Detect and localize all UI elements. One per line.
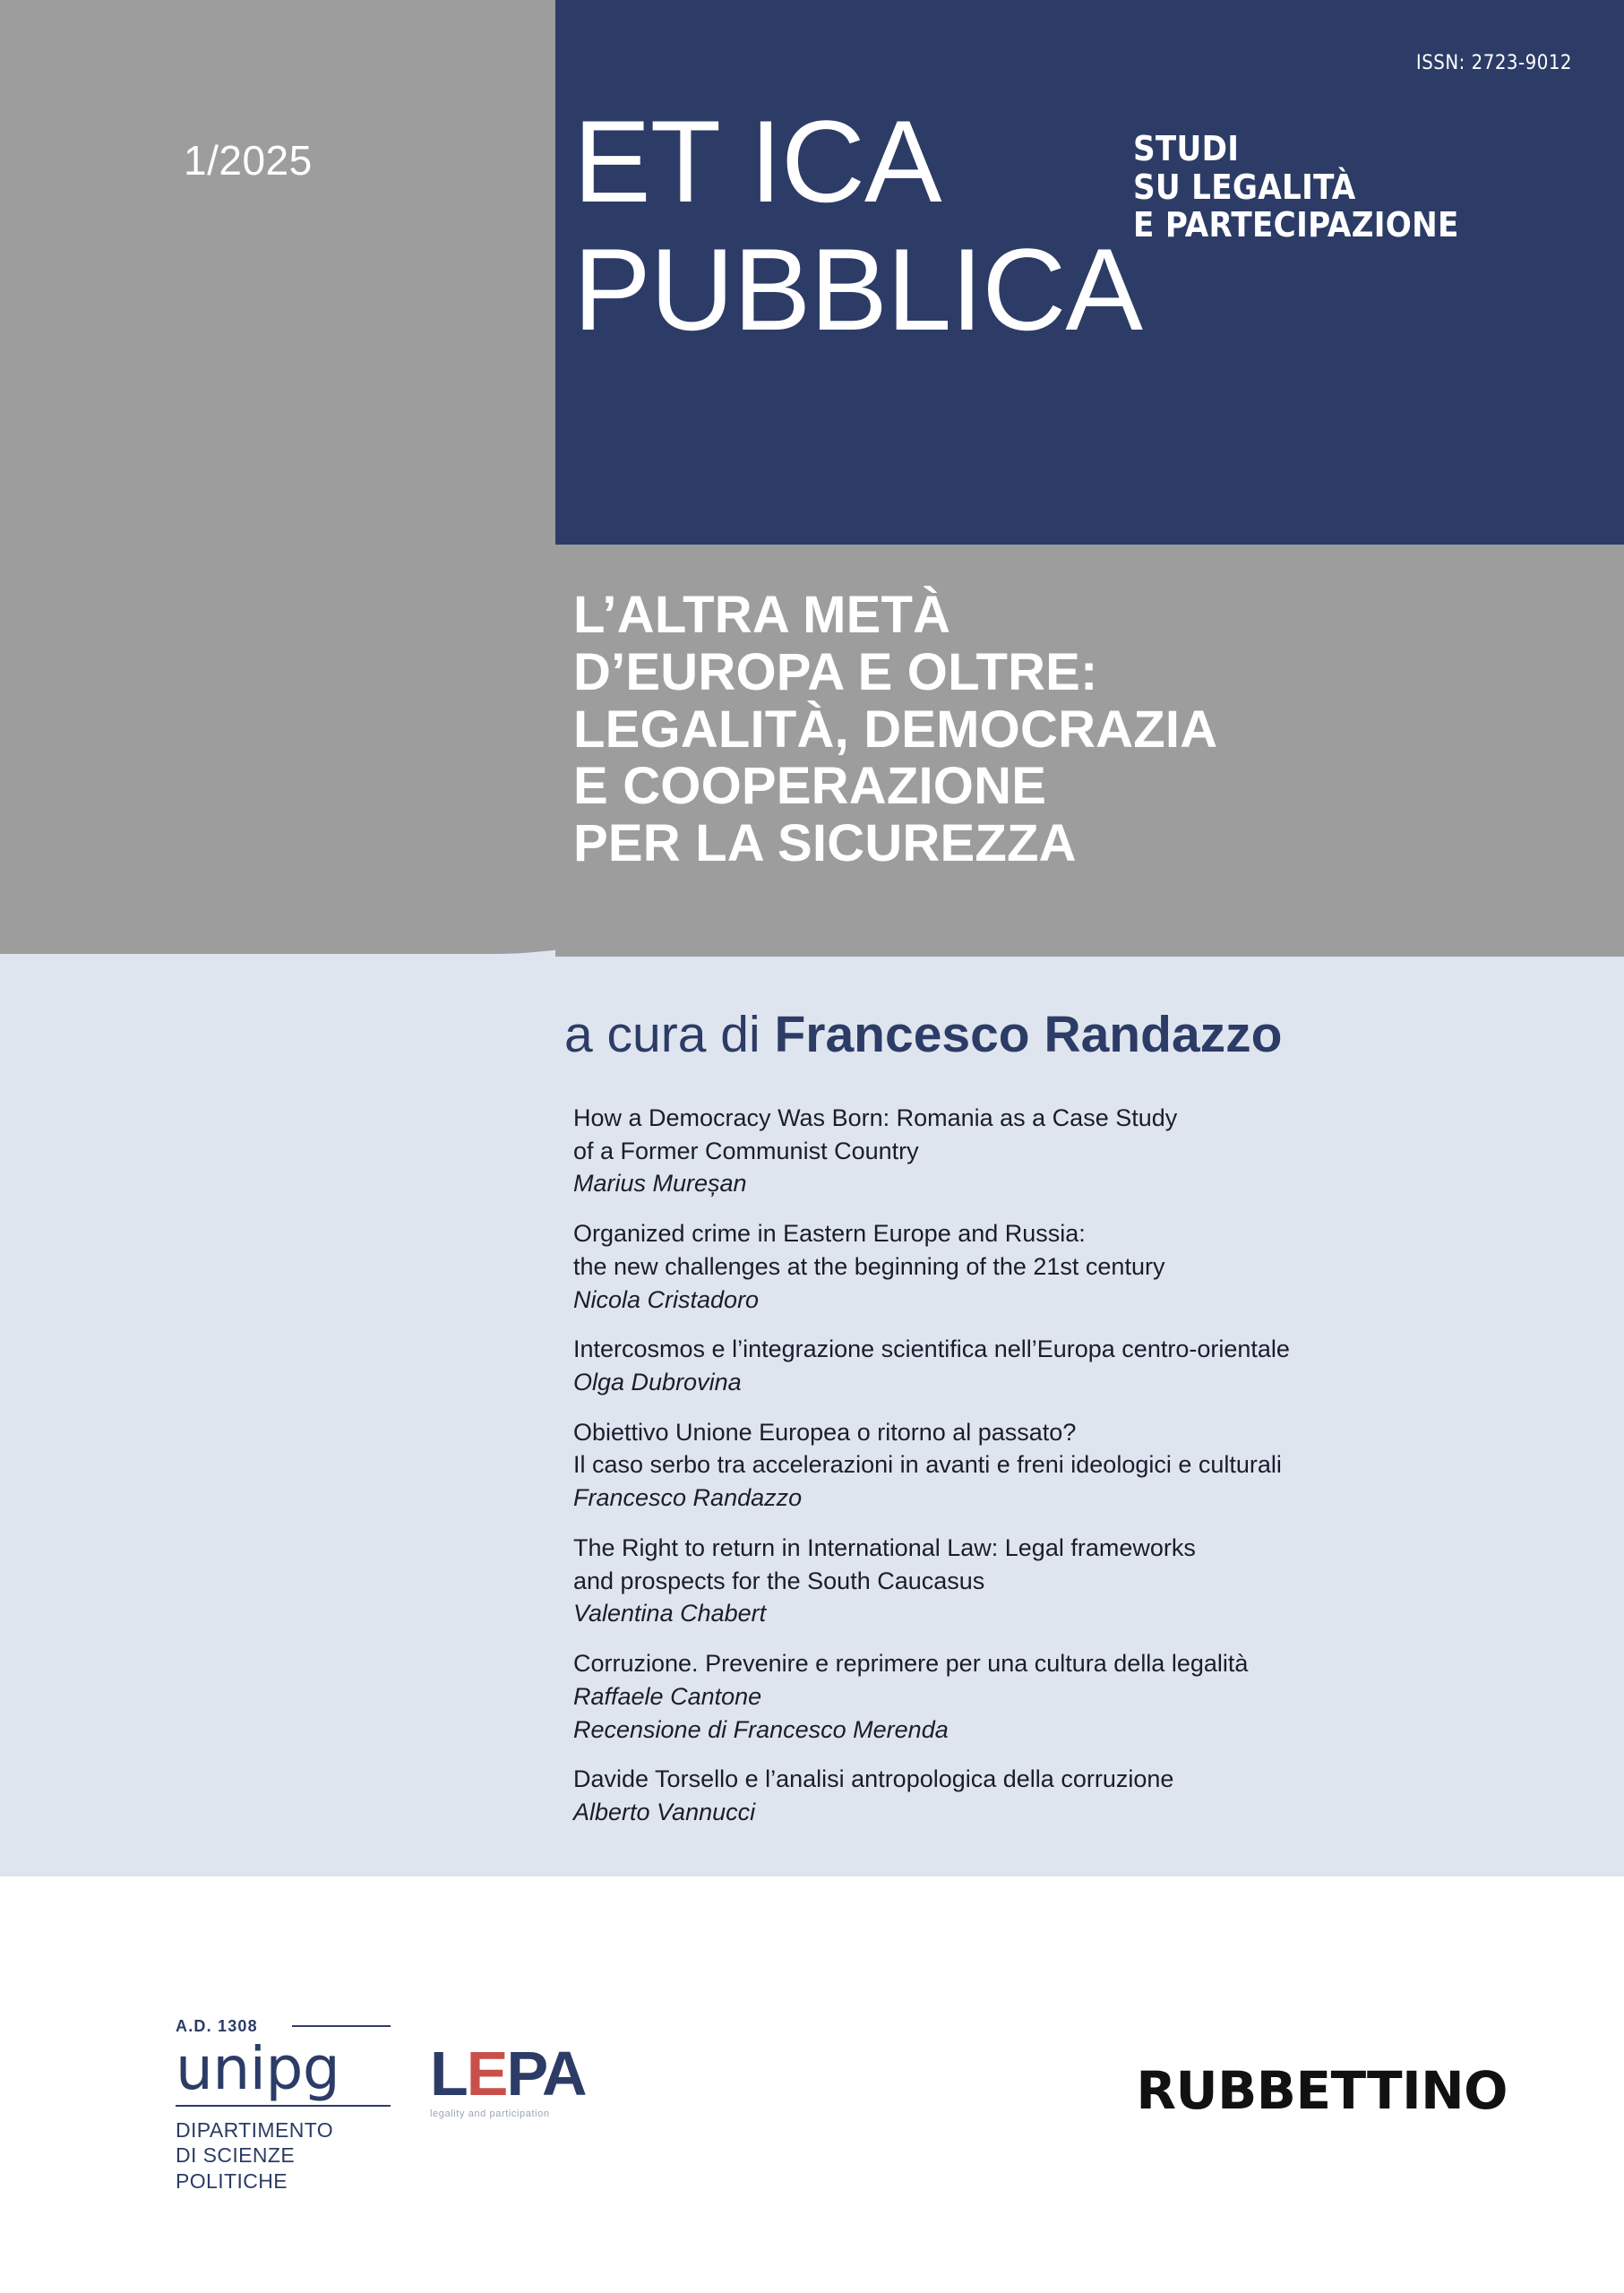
issue-title-line-3: LEGALITÀ, DEMOCRAZIA [573, 700, 1218, 759]
lepa-letter-e: E [466, 2039, 507, 2108]
toc-entry-author: Nicola Cristadoro [573, 1285, 760, 1313]
editor-name: Francesco Randazzo [774, 1006, 1283, 1063]
unipg-department-line-2: DI SCIENZE POLITICHE [176, 2143, 296, 2193]
issue-number: 1/2025 [184, 137, 313, 184]
toc-entry-author: Alberto Vannucci [573, 1798, 756, 1825]
masthead-line-1: ET ICA [573, 96, 941, 227]
unipg-rule-bottom [176, 2105, 391, 2107]
unipg-department-line-1: DIPARTIMENTO [176, 2117, 334, 2142]
unipg-department [176, 2117, 408, 2194]
issue-title-line-1: L’ALTRA METÀ [573, 586, 951, 644]
editor-credit [564, 1005, 1282, 1064]
lepa-tagline: legality and participation [430, 2108, 550, 2119]
toc-entry [573, 1416, 1541, 1515]
toc-entry-title-line: Intercosmos e l’integrazione scientifica nell’Europa centro-orientale [573, 1335, 1290, 1363]
toc-entry [573, 1532, 1541, 1630]
toc-entry-author: Raffaele Cantone [573, 1682, 762, 1710]
toc-entry [573, 1333, 1541, 1398]
unipg-ad-year-text: A.D. 1308 [176, 2017, 258, 2035]
toc-entry [573, 1102, 1541, 1200]
lepa-logo [430, 2039, 586, 2119]
toc-entry-title-line: Il caso serbo tra accelerazioni in avanti e freni ideologici e culturali [573, 1451, 1282, 1479]
toc-entry-title-line: of a Former Communist Country [573, 1137, 919, 1164]
issue-title [573, 587, 1577, 872]
toc-entry-title-line: the new challenges at the beginning of the 21st century [573, 1252, 1165, 1280]
issn-label: ISSN: 2723-9012 [1415, 52, 1572, 74]
masthead-subtitle-line-3: E PARTECIPAZIONE [1133, 205, 1459, 245]
toc-entry-title-line: Obiettivo Unione Europea o ritorno al passato? [573, 1418, 1077, 1446]
unipg-logo [176, 2017, 408, 2194]
unipg-ad-year [176, 2017, 408, 2036]
toc-entry [573, 1763, 1541, 1828]
toc-entry-title-line: Corruzione. Prevenire e reprimere per una cultura della legalità [573, 1650, 1249, 1678]
masthead-line-2: PUBBLICA [573, 223, 1143, 355]
issue-title-line-2: D’EUROPA E OLTRE: [573, 642, 1098, 701]
unipg-rule-top [292, 2025, 391, 2027]
toc-entry-title-line: How a Democracy Was Born: Romania as a Case Study [573, 1104, 1178, 1131]
publisher-logo: RUBBETTINO [1136, 2060, 1508, 2121]
toc-entry-title-line: Organized crime in Eastern Europe and Russia: [573, 1220, 1086, 1248]
issue-title-line-4: E COOPERAZIONE [573, 757, 1047, 816]
lepa-wordmark [430, 2039, 586, 2108]
toc-entry-author: Recensione di Francesco Merenda [573, 1715, 949, 1743]
lepa-letters-pa: PA [506, 2039, 586, 2108]
masthead-subtitle [1133, 130, 1459, 245]
unipg-wordmark: unipg [176, 2034, 340, 2103]
masthead-subtitle-line-2: SU LEGALITÀ [1133, 167, 1356, 207]
toc-entry-title-line: and prospects for the South Caucasus [573, 1567, 985, 1594]
toc-entry-author: Olga Dubrovina [573, 1369, 742, 1396]
toc-entry [573, 1217, 1541, 1316]
lepa-letter-l: L [430, 2039, 467, 2108]
toc-entry-title-line: Davide Torsello e l’analisi antropologica della corruzione [573, 1765, 1174, 1793]
toc-entry-author: Valentina Chabert [573, 1600, 767, 1627]
toc-entry-title-line: The Right to return in International Law: Legal frameworks [573, 1533, 1196, 1561]
table-of-contents [573, 1102, 1541, 1846]
toc-entry-author: Francesco Randazzo [573, 1484, 803, 1512]
masthead-subtitle-line-1: STUDI [1133, 129, 1240, 168]
issue-title-line-5: PER LA SICUREZZA [573, 814, 1077, 873]
editor-prefix: a cura di [564, 1006, 775, 1063]
toc-entry [573, 1647, 1541, 1746]
toc-entry-author: Marius Mureșan [573, 1170, 747, 1198]
